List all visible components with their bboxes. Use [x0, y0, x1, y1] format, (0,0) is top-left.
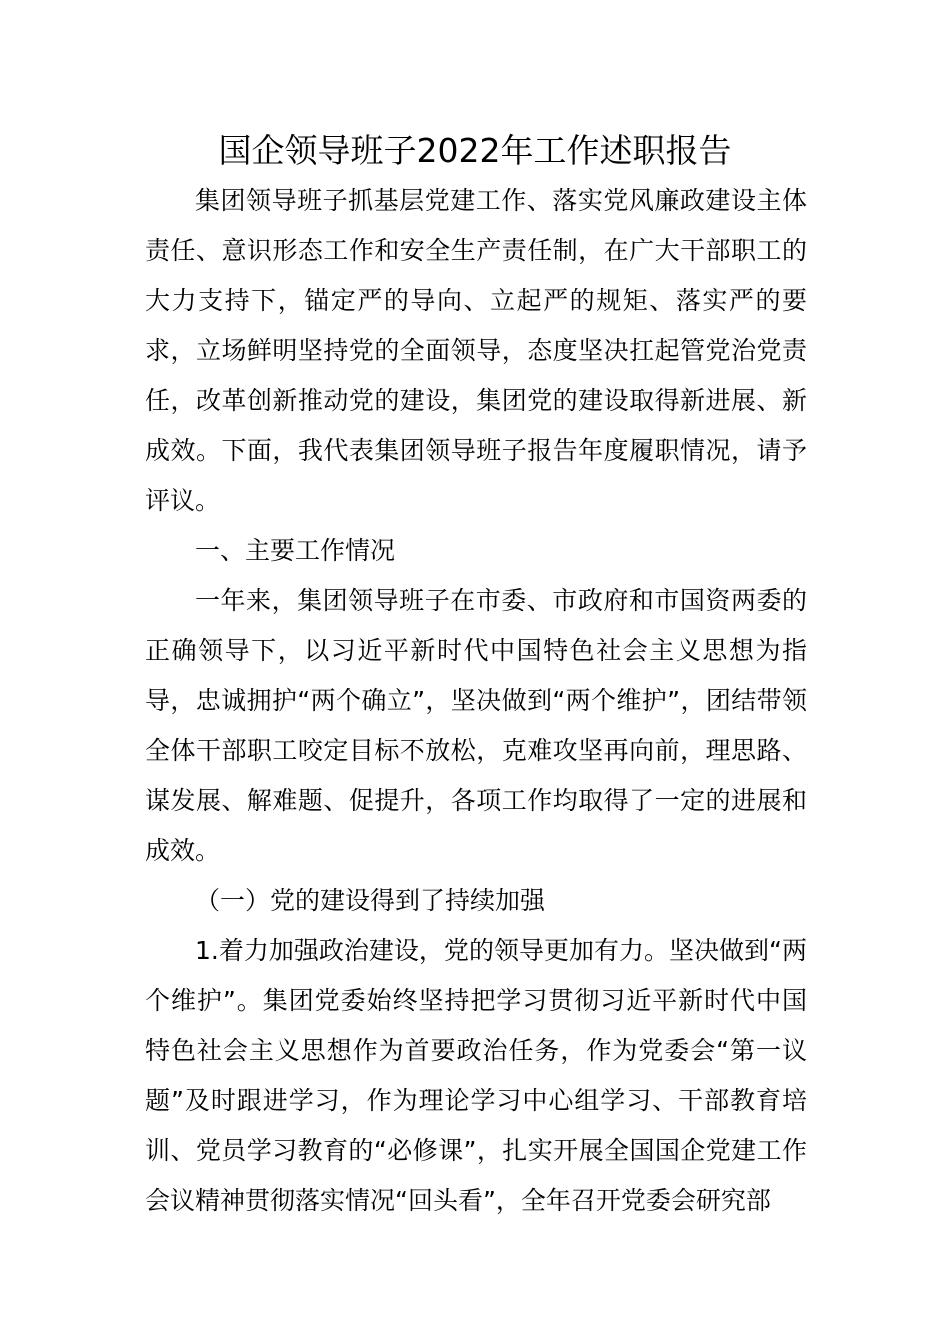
document-title: 国企领导班子2022年工作述职报告 — [218, 131, 732, 170]
paragraph-intro: 集团领导班子抓基层党建工作、落实党风廉政建设主体责任、意识形态工作和安全生产责任制，在广大干部职工的大力支持下，锚定严的导向、立起严的规矩、落实严的要求，立场鲜明坚持党的全面领导，态度坚决扛起管党治党责任，改革创新推动党的建设，集团党的建设取得新进展、新成效。下面，我代表集团领导班子报告年度履职情况，请予评议。 — [145, 186, 807, 515]
section-heading-main-work: 一、主要工作情况 — [195, 536, 396, 565]
paragraph-political-building: 1.着力加强政治建设，党的领导更加有力。坚决做到“两个维护”。集团党委始终坚持把学习贯彻习近平新时代中国特色社会主义思想作为首要政治任务，作为党委会“第一议题”及时跟进学习，作为理论学习中心组学习、干部教育培训、党员学习教育的“必修课”，扎实开展全国国企党建工作会议精神贯彻落实情况“回头看”，全年召开党委会研究部 — [145, 936, 807, 1215]
paragraph-overview: 一年来，集团领导班子在市委、市政府和市国资两委的正确领导下，以习近平新时代中国特色社会主义思想为指导，忠诚拥护“两个确立”，坚决做到“两个维护”，团结带领全体干部职工咬定目标不放松，克难攻坚再向前，理思路、谋发展、解难题、促提升，各项工作均取得了一定的进展和成效。 — [145, 586, 807, 865]
subsection-heading-party-building: （一）党的建设得到了持续加强 — [195, 886, 546, 915]
document-body — [145, 176, 807, 1226]
